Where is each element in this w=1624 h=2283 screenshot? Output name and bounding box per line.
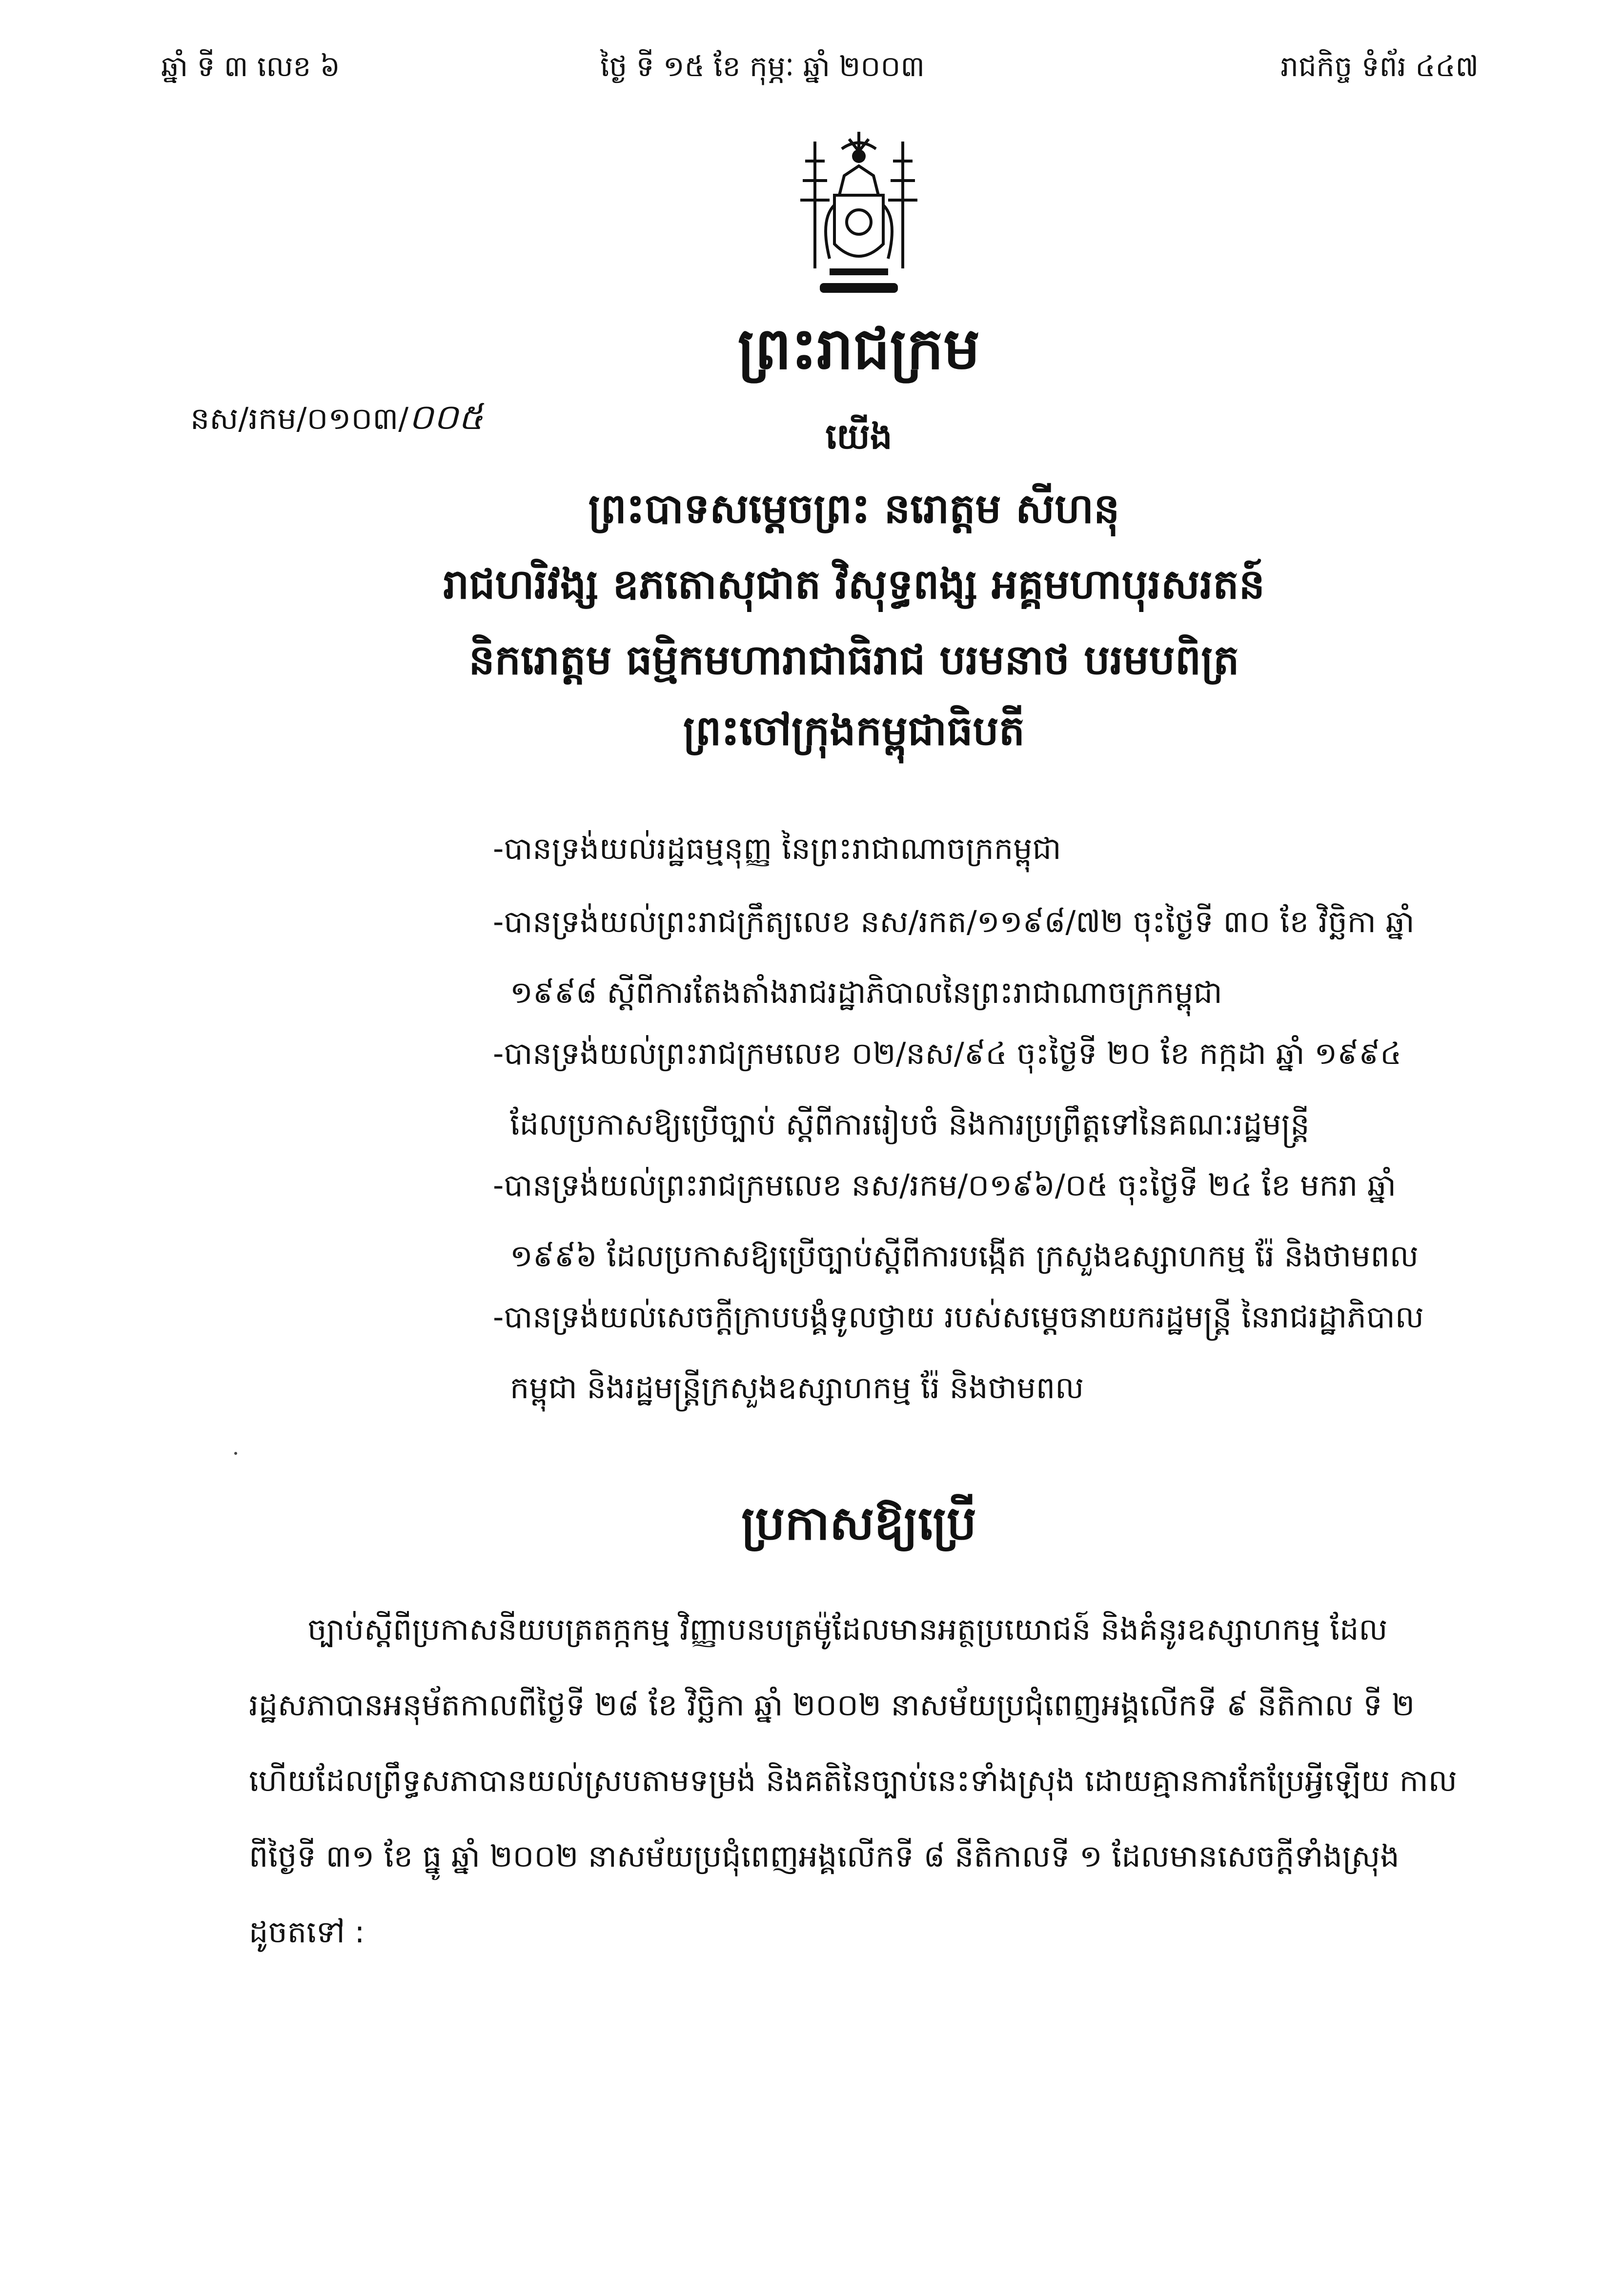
royal-title-line-4: ព្រះចៅក្រុងកម្ពុជាធិបតី [683, 707, 1025, 754]
consideration-line: -បានទ្រង់យល់រដ្ឋធម្មនុញ្ញ នៃព្រះរាជាណាចក្រកម្ពុជា [493, 831, 1061, 866]
royal-title-line-2: រាជហរិវង្ស ឧភតោសុជាត វិសុទ្ធពង្ស អគ្គមហាបុរសរតន៍ [443, 560, 1265, 608]
document-title: ព្រះរាជក្រម [737, 315, 980, 382]
royal-title-line-1: ព្រះបាទសម្ដេចព្រះ នរោត្ដម សីហនុ [588, 485, 1120, 532]
royal-title-line-3: និករោត្ដម ធម្មិកមហារាជាធិរាជ បរមនាថ បរមបពិត្រ [468, 636, 1239, 684]
consideration-line: ១៩៩៦ ដែលប្រកាសឱ្យប្រើច្បាប់ស្ដីពីការបង្កើត ក្រសួងឧស្សាហកម្ម រ៉ែ និងថាមពល [510, 1238, 1419, 1274]
decree-number [190, 395, 483, 447]
decree-number-handwritten: ០០៥ [408, 396, 484, 437]
consideration-line: ដែលប្រកាសឱ្យប្រើច្បាប់ ស្ដីពីការរៀបចំ និងការប្រព្រឹត្តទៅនៃគណៈរដ្ឋមន្ត្រី [510, 1106, 1310, 1142]
consideration-line: -បានទ្រង់យល់ព្រះរាជក្រឹត្យលេខ នស/រកត/១១៩៨/៧២ ចុះថ្ងៃទី ៣០ ខែ វិច្ឆិកា ឆ្នាំ [493, 904, 1415, 939]
scan-speck [234, 1452, 237, 1455]
body-line: ច្បាប់ស្ដីពីប្រកាសនីយបត្រតក្កកម្ម វិញ្ញាបនបត្រម៉ូដែលមានអត្ថប្រយោជន៍ និងគំនូរឧស្សាហកម្ម ដែល [307, 1611, 1388, 1647]
body-line: ហើយដែលព្រឹទ្ធសភាបានយល់ស្របតាមទម្រង់ និងគតិនៃច្បាប់នេះទាំងស្រុង ដោយគ្មានការកែប្រែអ្វីឡើយ កាល [249, 1763, 1457, 1798]
consideration-line: ១៩៩៨ ស្ដីពីការតែងតាំងរាជរដ្ឋាភិបាលនៃព្រះរាជាណាចក្រកម្ពុជា [510, 975, 1222, 1010]
body-line: រដ្ឋសភាបានអនុម័តកាលពីថ្ងៃទី ២៨ ខែ វិច្ឆិកា ឆ្នាំ ២០០២ នាសម័យប្រជុំពេញអង្គលើកទី ៩ នីតិកាល ទី ២ [249, 1687, 1415, 1723]
consideration-line: -បានទ្រង់យល់សេចក្ដីក្រាបបង្គំទូលថ្វាយ របស់សម្ដេចនាយករដ្ឋមន្ត្រី នៃរាជរដ្ឋាភិបាល [493, 1299, 1424, 1335]
body-line: ដូចតទៅ : [249, 1914, 365, 1950]
body-line: ពីថ្ងៃទី ៣១ ខែ ធ្នូ ឆ្នាំ ២០០២ នាសម័យប្រជុំពេញអង្គលើកទី ៨ នីតិកាលទី ១ ដែលមានសេចក្ដីទាំងស្រុង [249, 1838, 1400, 1874]
header-issue: ឆ្នាំ ទី ៣ លេខ ៦ [161, 50, 340, 83]
consideration-line: -បានទ្រង់យល់ព្រះរាជក្រមលេខ ០២/នស/៩៤ ចុះថ្ងៃទី ២០ ខែ កក្កដា ឆ្នាំ ១៩៩៤ [493, 1036, 1401, 1071]
decree-number-printed: នស/រកម/០១០៣/ [190, 401, 409, 436]
consideration-line: -បានទ្រង់យល់ព្រះរាជក្រមលេខ នស/រកម/០១៩៦/០៥ ចុះថ្ងៃទី ២៤ ខែ មករា ឆ្នាំ [493, 1167, 1397, 1203]
header-page: រាជកិច្ច ទំព័រ ៤៤៧ [1280, 50, 1479, 83]
royal-coat-of-arms-icon [786, 122, 932, 307]
promulgate-heading: ប្រកាសឱ្យប្រើ [741, 1496, 976, 1550]
consideration-line: កម្ពុជា និងរដ្ឋមន្ត្រីក្រសួងឧស្សាហកម្ម រ៉ែ និងថាមពល [510, 1370, 1084, 1406]
header-date: ថ្ងៃ ទី ១៥ ខែ កុម្ភៈ ឆ្នាំ ២០០៣ [600, 50, 925, 83]
we-heading: យើង [825, 416, 893, 457]
gazette-header [161, 39, 1479, 98]
